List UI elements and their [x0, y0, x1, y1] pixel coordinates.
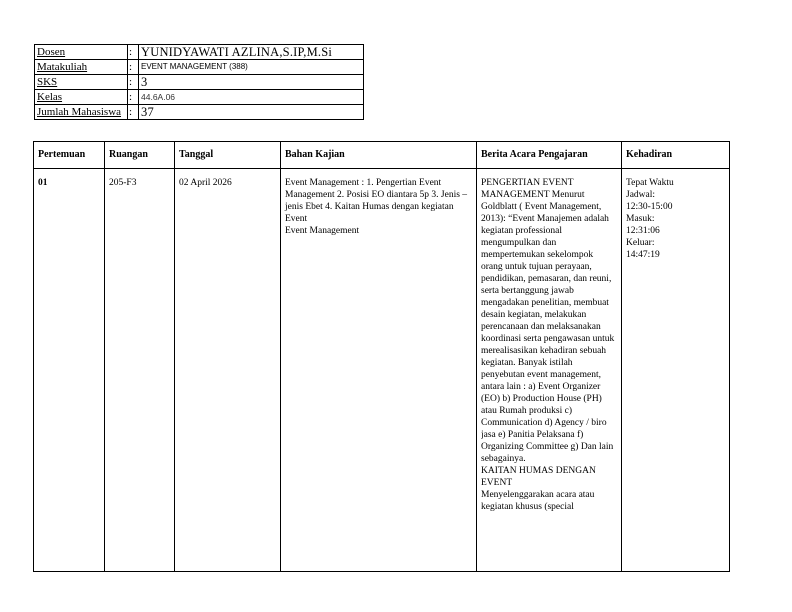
table-header-row — [34, 142, 730, 169]
header-pertemuan: Pertemuan — [34, 142, 105, 169]
matakuliah-value: EVENT MANAGEMENT (388) — [139, 60, 364, 75]
sks-separator: : — [128, 75, 139, 90]
kehadiran-status: Tepat Waktu — [626, 178, 674, 188]
header-bahan-kajian: Bahan Kajian — [281, 142, 477, 169]
info-row-kelas — [35, 90, 364, 105]
header-kehadiran: Kehadiran — [622, 142, 730, 169]
course-info-table — [34, 44, 364, 120]
berita-acara-text-2: Menyelenggarakan acara atau kegiatan khusus (special — [481, 490, 595, 512]
berita-acara-heading: KAITAN HUMAS DENGAN EVENT — [481, 466, 596, 488]
bahan-kajian-text: Event Management : 1. Pengertian Event Management 2. Posisi EO diantara 5p 3. Jenis – jenis Ebet 4. Kaitan Humas dengan kegiatan Event — [285, 178, 468, 224]
dosen-label: Dosen — [35, 45, 128, 60]
kelas-separator: : — [128, 90, 139, 105]
cell-bahan-kajian — [281, 169, 477, 572]
berita-acara-text: PENGERTIAN EVENT MANAGEMENT Menurut Goldblatt ( Event Management, 2013): “Event Manajemen adalah kegiatan professional mengumpulkan dan mempertemukan sekelompok orang untuk tujuan perayaan, pendidikan, pemasaran, dan reuni, serta bertanggung jawab mengadakan penelitian, membuat desain kegiatan, melakukan perencanaan dan melaksanakan koordinasi serta pengawasan untuk merealisasikan kehadiran sebuah kegiatan. Banyak istilah penyebutan event management, antara lain : a) Event Organizer (EO) b) Production House (PH) atau Rumah produksi c) Communication d) Agency / biro jasa e) Panitia Pelaksana f) Organizing Committee g) Dan lain sebagainya. — [481, 178, 615, 464]
attendance-table — [33, 141, 730, 572]
masuk-value: 12:31:06 — [626, 226, 660, 236]
kelas-label: Kelas — [35, 90, 128, 105]
cell-pertemuan: 01 — [34, 169, 105, 572]
keluar-value: 14:47:19 — [626, 250, 660, 260]
dosen-separator: : — [128, 45, 139, 60]
cell-berita-acara — [477, 169, 622, 572]
sks-value: 3 — [139, 75, 364, 90]
info-row-matakuliah — [35, 60, 364, 75]
info-row-sks — [35, 75, 364, 90]
masuk-label: Masuk: — [626, 214, 655, 224]
cell-tanggal: 02 April 2026 — [175, 169, 281, 572]
jumlah-label: Jumlah Mahasiswa — [35, 105, 128, 120]
header-ruangan: Ruangan — [105, 142, 175, 169]
matakuliah-separator: : — [128, 60, 139, 75]
sks-label: SKS — [35, 75, 128, 90]
jadwal-label: Jadwal: — [626, 190, 656, 200]
header-tanggal: Tanggal — [175, 142, 281, 169]
cell-kehadiran — [622, 169, 730, 572]
keluar-label: Keluar: — [626, 238, 655, 248]
dosen-value: YUNIDYAWATI AZLINA,S.IP,M.Si — [139, 45, 364, 60]
table-row — [34, 169, 730, 572]
jumlah-value: 37 — [139, 105, 364, 120]
kelas-value: 44.6A.06 — [139, 90, 364, 105]
jumlah-separator: : — [128, 105, 139, 120]
info-row-dosen — [35, 45, 364, 60]
jadwal-value: 12:30-15:00 — [626, 202, 673, 212]
info-row-jumlah — [35, 105, 364, 120]
bahan-kajian-topic: Event Management — [285, 226, 360, 236]
cell-ruangan: 205-F3 — [105, 169, 175, 572]
berita-acara-content — [481, 177, 617, 567]
matakuliah-label: Matakuliah — [35, 60, 128, 75]
header-berita-acara: Berita Acara Pengajaran — [477, 142, 622, 169]
